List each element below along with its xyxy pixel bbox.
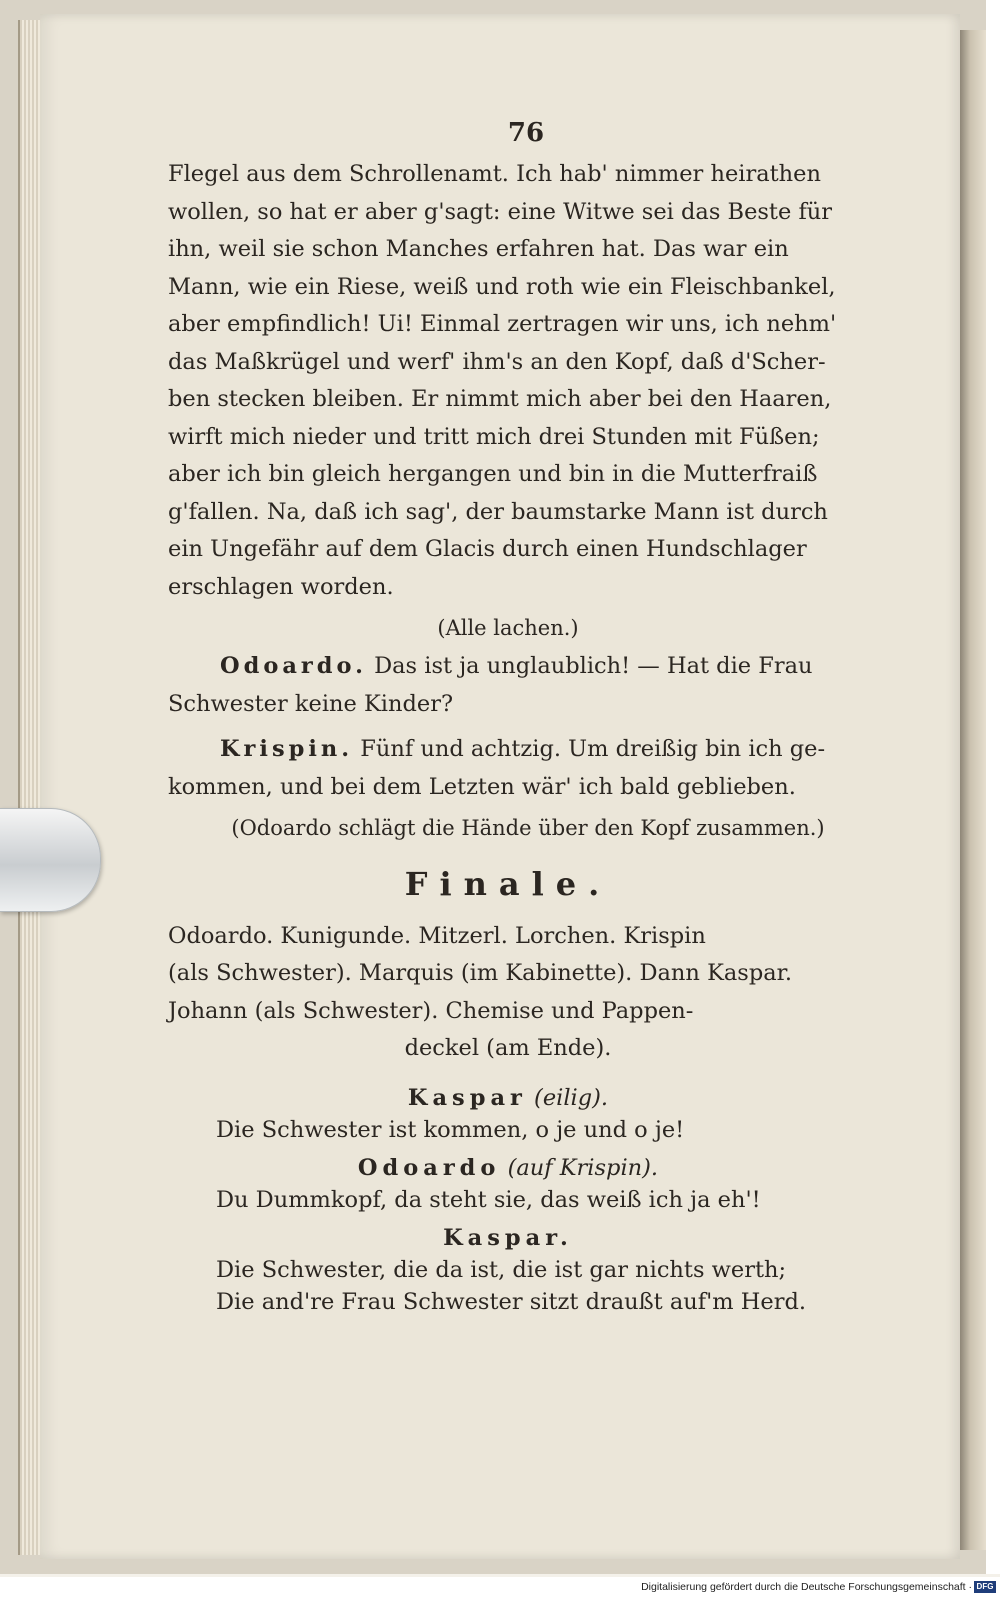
speaker-name: Krispin. [220, 736, 354, 762]
speaker-name: Odoardo. [220, 653, 367, 679]
text-line: ein Ungefähr auf dem Glacis durch einen Hundschlager [168, 536, 807, 562]
text-line: wirft mich nieder und tritt mich drei Stunden mit Füßen; [168, 423, 820, 450]
speaker-name: Kaspar. [443, 1224, 573, 1251]
funding-credit: Digitalisierung gefördert durch die Deutsche Forschungsgemeinschaft · [641, 1581, 972, 1593]
scan-margin [986, 0, 1000, 1574]
cast-line: Johann (als Schwester). Chemise und Pappen- [168, 997, 694, 1024]
text-line: Mann, wie ein Riese, weiß und roth wie ein Fleischbankel, [168, 273, 836, 300]
verse-line: Die and're Frau Schwester sitzt draußt auf'm Herd. [216, 1288, 807, 1315]
text-line: aber ich bin gleich hergangen und bin in die Mutterfraiß [168, 461, 818, 487]
dialog-krispin [168, 731, 848, 769]
section-heading: Finale. [404, 865, 612, 903]
verse-speaker [168, 1082, 848, 1114]
text-line: das Maßkrügel und werf' ihm's an den Kopf, daß d'Scher- [168, 348, 826, 375]
dialog-text: Das ist ja unglaublich! — Hat die Frau [366, 653, 813, 679]
stage-direction: (Odoardo schlägt die Hände über den Kopf zusammen.) [231, 816, 825, 840]
text-line: Flegel aus dem Schrollenamt. Ich hab' nimmer heirathen [168, 161, 821, 187]
text-line: aber empfindlich! Ui! Einmal zertragen wir uns, ich nehm' [168, 311, 837, 337]
speaker-direction: (auf Krispin). [500, 1154, 659, 1181]
page-clip-icon [0, 808, 101, 912]
verse-line: Die Schwester, die da ist, die ist gar nichts werth; [216, 1256, 787, 1283]
speaker-name: Kaspar [407, 1084, 527, 1111]
dialog-text: Fünf und achtzig. Um dreißig bin ich ge- [353, 736, 826, 762]
cast-line: Odoardo. Kunigunde. Mitzerl. Lorchen. Krispin [168, 922, 706, 949]
text-line: g'fallen. Na, daß ich sag', der baumstarke Mann ist durch [168, 498, 828, 525]
dfg-logo-icon: DFG [974, 1581, 996, 1593]
page-number: 76 [507, 118, 545, 148]
verse-speaker [168, 1152, 848, 1184]
text-line: wollen, so hat er aber g'sagt: eine Witwe sei das Beste für [168, 198, 833, 225]
stage-direction: (Alle lachen.) [437, 616, 579, 640]
paragraph [168, 156, 848, 606]
verse-speaker [168, 1222, 848, 1254]
verse-line: Du Dummkopf, da steht sie, das weiß ich ja eh'! [216, 1186, 761, 1213]
dialog-continuation: kommen, und bei dem Letzten wär' ich bald geblieben. [168, 773, 796, 800]
text-line: ben stecken bleiben. Er nimmt mich aber bei den Haaren, [168, 386, 832, 412]
book-gutter [960, 30, 986, 1550]
dialog-odoardo [168, 648, 848, 686]
cast-line: (als Schwester). Marquis (im Kabinette). Dann Kaspar. [168, 960, 793, 986]
footer-bar [0, 1577, 1000, 1598]
speaker-name: Odoardo [357, 1154, 501, 1181]
text-line: erschlagen worden. [168, 573, 394, 600]
speaker-direction: (eilig). [526, 1084, 609, 1111]
verse-line: Die Schwester ist kommen, o je und o je! [216, 1116, 685, 1143]
dialog-continuation: Schwester keine Kinder? [168, 690, 454, 717]
cast-line: deckel (am Ende). [404, 1035, 612, 1061]
text-line: ihn, weil sie schon Manches erfahren hat. Das war ein [168, 236, 789, 262]
page-text [168, 110, 848, 1318]
